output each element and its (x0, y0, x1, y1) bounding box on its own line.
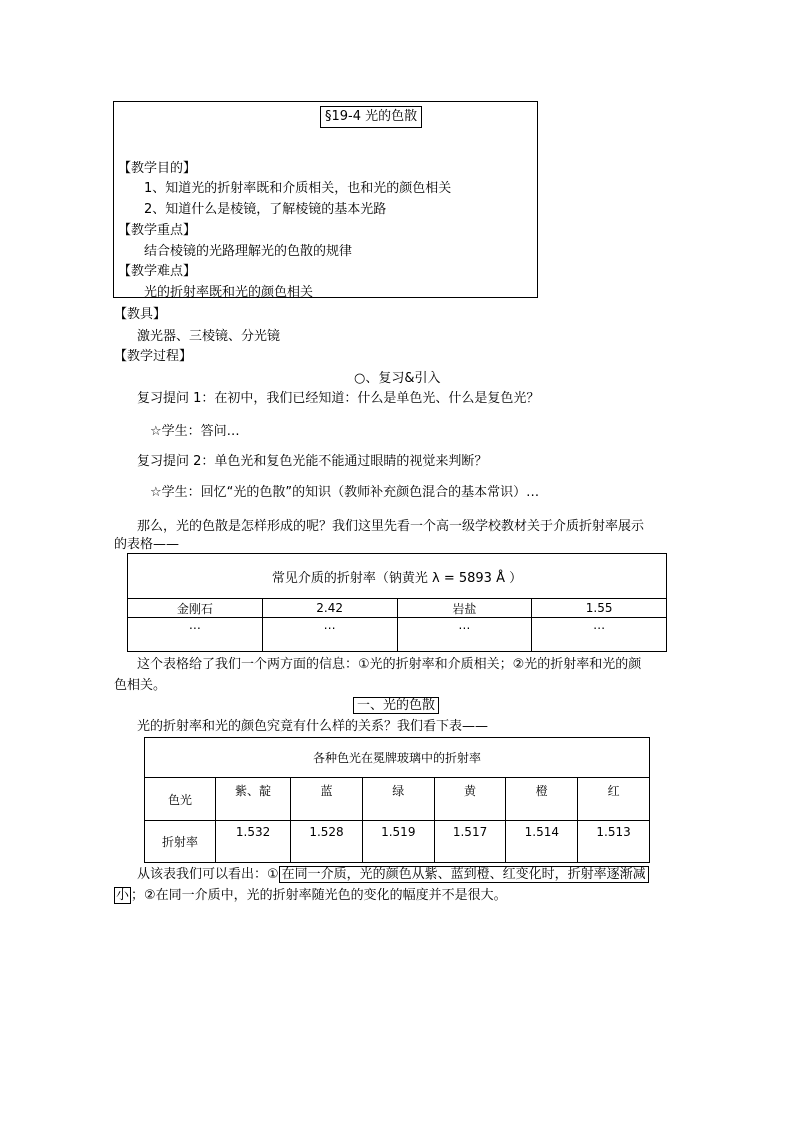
table-2-row-label: 色光 (145, 778, 216, 821)
paragraph-4-line-1 (137, 866, 649, 884)
key-heading: 【教学重点】 (118, 223, 197, 238)
table-2-index-cell: 1.519 (362, 821, 434, 863)
table-1-cell: 金刚石 (128, 599, 263, 618)
difficulty-1: 光的折射率既和光的颜色相关 (144, 285, 314, 300)
section-1-heading (353, 697, 439, 715)
table-2-index-cell: 1.528 (291, 821, 363, 863)
table-2-color-cell: 橙 (506, 778, 578, 821)
media-refraction-table (127, 553, 667, 652)
table-2-color-cell: 蓝 (291, 778, 363, 821)
table-2-index-cell: 1.513 (578, 821, 650, 863)
table-1-caption: 常见介质的折射率（钠黄光 λ = 5893 Å ） (128, 554, 667, 599)
paragraph-2-line-2: 色相关。 (114, 678, 167, 693)
paragraph-2-line-1: 这个表格给了我们一个两方面的信息：①光的折射率和介质相关；②光的折射率和光的颜 (137, 657, 642, 672)
tools-list: 激光器、三棱镜、分光镜 (137, 329, 281, 344)
paragraph-4-prefix: 从该表我们可以看出：① (137, 867, 279, 882)
table-1-cell: … (128, 618, 263, 652)
table-1-cell: 2.42 (262, 599, 397, 618)
key-point-1: 结合棱镜的光路理解光的色散的规律 (144, 244, 353, 259)
table-2-color-cell: 红 (578, 778, 650, 821)
table-2-row-label: 折射率 (145, 821, 216, 863)
paragraph-3: 光的折射率和光的颜色究竟有什么样的关系？我们看下表—— (137, 719, 489, 734)
paragraph-4-highlight: 在同一介质，光的颜色从紫、蓝到橙、红变化时，折射率逐渐减 (279, 866, 649, 883)
question-2: 复习提问 2：单色光和复色光能不能通过眼睛的视觉来判断？ (137, 454, 488, 469)
section-1-heading-text: 一、光的色散 (353, 697, 439, 714)
lesson-title: §19-4 光的色散 (320, 106, 422, 128)
glass-refraction-table (144, 737, 650, 863)
table-1-cell: 岩盐 (397, 599, 532, 618)
table-2-index-cell: 1.532 (216, 821, 291, 863)
tools-heading: 【教具】 (114, 307, 167, 322)
paragraph-4-line-2 (114, 887, 507, 905)
table-2-color-cell: 紫、靛 (216, 778, 291, 821)
answer-2: ☆学生：回忆“光的色散”的知识（教师补充颜色混合的基本常识）… (150, 485, 540, 500)
paragraph-4-suffix: ；②在同一介质中，光的折射率随光色的变化的幅度并不是很大。 (131, 888, 507, 903)
table-2-index-cell: 1.514 (506, 821, 578, 863)
question-1: 复习提问 1：在初中，我们已经知道：什么是单色光、什么是复色光？ (137, 391, 540, 406)
difficulty-heading: 【教学难点】 (118, 264, 197, 279)
table-2-color-cell: 黄 (434, 778, 506, 821)
process-heading: 【教学过程】 (114, 349, 193, 364)
answer-1: ☆学生：答问… (150, 424, 240, 439)
paragraph-4-highlight-end: 小 (116, 888, 130, 903)
table-1-cell: … (262, 618, 397, 652)
table-1-cell: … (397, 618, 532, 652)
aims-heading: 【教学目的】 (118, 161, 197, 176)
paragraph-1-line-1: 那么，光的色散是怎样形成的呢？我们这里先看一个高一级学校教材关于介质折射率展示 (137, 519, 645, 534)
table-2-caption: 各种色光在冕牌玻璃中的折射率 (145, 738, 650, 778)
table-1-cell: … (532, 618, 667, 652)
paragraph-1-line-2: 的表格—— (114, 537, 180, 552)
table-2-index-cell: 1.517 (434, 821, 506, 863)
section-0-heading: ○、复习&引入 (354, 371, 441, 386)
table-2-color-cell: 绿 (362, 778, 434, 821)
aim-1: 1、知道光的折射率既和介质相关，也和光的颜色相关 (144, 181, 452, 196)
table-1-cell: 1.55 (532, 599, 667, 618)
aim-2: 2、知道什么是棱镜，了解棱镜的基本光路 (144, 202, 387, 217)
